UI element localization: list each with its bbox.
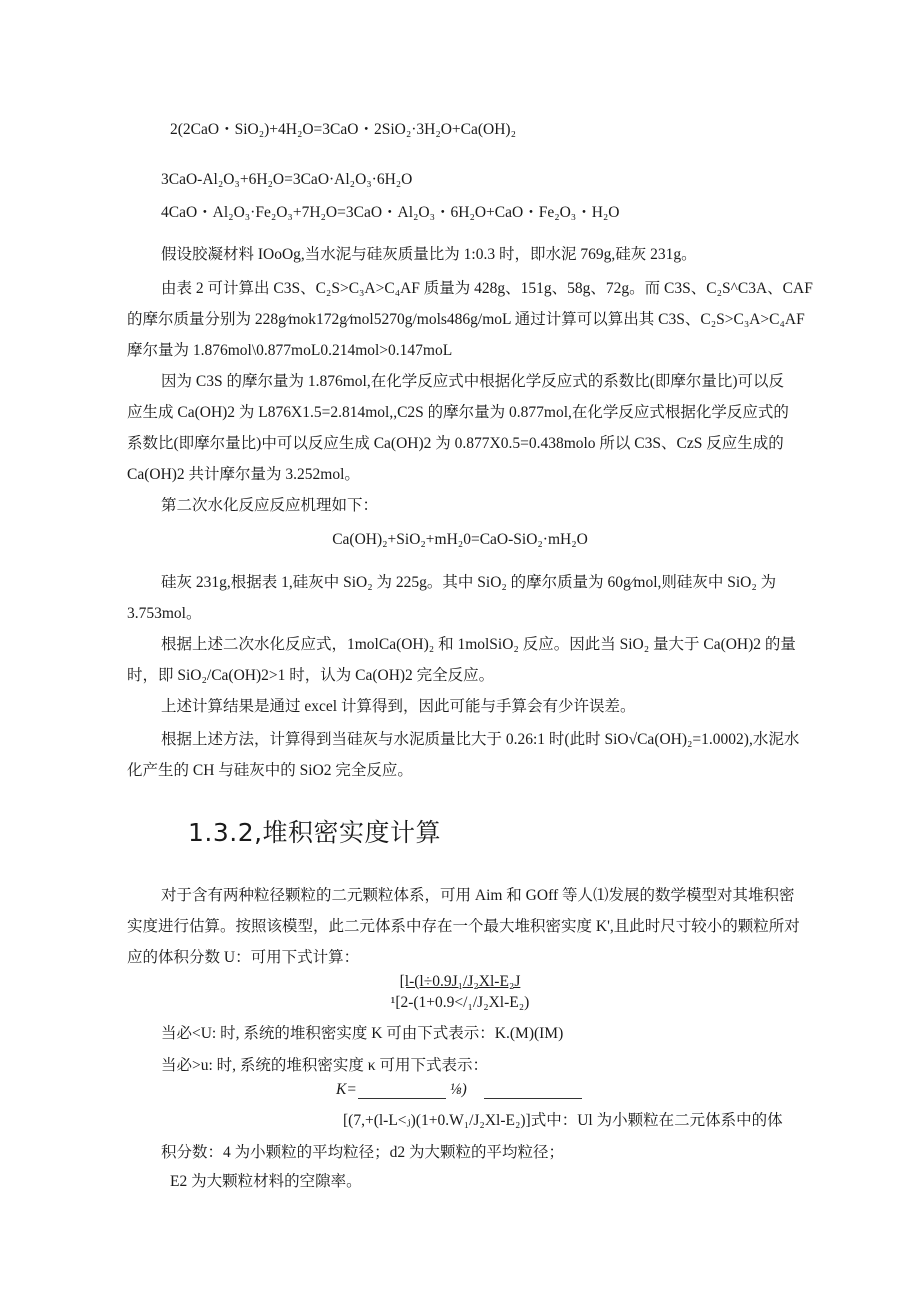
paragraph-c3s-line1: 因为 C3S 的摩尔量为 1.876mol,在化学反应式中根据化学反应式的系数比(即摩尔量比)可以反 — [161, 373, 785, 390]
paragraph-symbols-line2: 积分数：4 为小颗粒的平均粒径；d2 为大颗粒的平均粒径； — [161, 1144, 565, 1161]
equation-c2s-hydration: 2(2CaO・SiO₂)+4H₂O=3CaO・2SiO₂·3H₂O+Ca(OH)₂ — [170, 121, 516, 138]
equation-c3a-hydration: 3CaO-Al₂O₃+6H₂O=3CaO·Al₂O₃·6H₂O — [161, 171, 413, 188]
paragraph-model-line3: 应的体积分数 U：可用下式计算： — [127, 949, 360, 966]
formula-k-blank-1 — [358, 1098, 446, 1099]
formula-k-blank-2 — [484, 1098, 582, 1099]
equation-c4af-hydration: 4CaO・Al₂O₃·Fe₂O₃+7H₂O=3CaO・Al₂O₃・6H₂O+CaO・Fe₂O₃・H₂O — [161, 204, 620, 221]
equation-second-hydration: Ca(OH)₂+SiO₂+mH₂0=CaO-SiO₂·mH₂O — [332, 531, 588, 548]
paragraph-table2-line2: 的摩尔质量分别为 228g∕mok172g∕mol5270g/mols486g/moL 通过计算可以算出其 C3S、C₂S>C₃A>C₄AF — [127, 311, 805, 328]
paragraph-c3s-line3: 系数比(即摩尔量比)中可以反应生成 Ca(OH)2 为 0.877X0.5=0.438molo 所以 C3S、CzS 反应生成的 — [127, 435, 784, 452]
section-heading: 1.3.2,堆积密实度计算 — [188, 818, 442, 847]
formula-denominator: ¹[2-(1+0.9</₁/J₂Xl-E₂) — [390, 994, 530, 1011]
paragraph-ratio-line1: 根据上述方法，计算得到当硅灰与水泥质量比大于 0.26:1 时(此时 SiO√Ca(OH)₂=1.0002),水泥水 — [161, 731, 800, 748]
formula-k-prefix: K= — [336, 1081, 357, 1098]
paragraph-model-line2: 实度进行估算。按照该模型，此二元体系中存在一个最大堆积密实度 K',且此时尺寸较小的颗粒所对 — [127, 918, 800, 935]
paragraph-excel-note: 上述计算结果是通过 excel 计算得到，因此可能与手算会有少许误差。 — [161, 698, 636, 715]
paragraph-c3s-line4: Ca(OH)2 共计摩尔量为 3.252mol。 — [127, 466, 360, 483]
paragraph-symbols-line3: E2 为大颗粒材料的空隙率。 — [170, 1173, 362, 1190]
paragraph-ratio-line2: 化产生的 CH 与硅灰中的 SiO2 完全反应。 — [127, 762, 413, 779]
paragraph-silica-fume-line1: 硅灰 231g,根据表 1,硅灰中 SiO₂ 为 225g。其中 SiO₂ 的摩尔质量为 60g∕mol,则硅灰中 SiO₂ 为 — [161, 574, 777, 591]
paragraph-second-hydration: 第二次水化反应反应机理如下： — [161, 497, 379, 514]
paragraph-silica-fume-line2: 3.753mol。 — [127, 605, 202, 622]
paragraph-model-line1: 对于含有两种粒径颗粒的二元颗粒体系，可用 Aim 和 GOff 等人⑴发展的数学模型对其堆积密 — [161, 887, 795, 904]
paragraph-assumption: 假设胶凝材料 IOoOg,当水泥与硅灰质量比为 1:0.3 时，即水泥 769g,硅灰 231g。 — [161, 246, 697, 263]
paragraph-table2-line1: 由表 2 可计算出 C3S、C₂S>C₃A>C₄AF 质量为 428g、151g、58g、72g。而 C3S、C₂S^C3A、CAF — [161, 280, 813, 297]
formula-k-mid: ⅛) — [450, 1081, 467, 1098]
paragraph-condition-lt: 当必<U: 时, 系统的堆积密实度 K 可由下式表示：K.(M)(IM) — [161, 1025, 564, 1042]
paragraph-symbols-line1: [(7,+(l-L<ⱼ)(1+0.W₁/J₂Xl-E₂)]式中：Ul 为小颗粒在二元体系中的体 — [343, 1112, 783, 1129]
paragraph-reaction-line1: 根据上述二次水化反应式，1molCa(OH)₂ 和 1molSiO₂ 反应。因此当 SiO₂ 量大于 Ca(OH)2 的量 — [161, 636, 796, 653]
formula-numerator: [l-(l÷0.9J₁/J₂Xl-E₂J — [399, 973, 521, 990]
paragraph-condition-gt: 当必>u: 时, 系统的堆积密实度 κ 可用下式表示： — [161, 1057, 488, 1074]
paragraph-reaction-line2: 时，即 SiO₂/Ca(OH)2>1 时，认为 Ca(OH)2 完全反应。 — [127, 667, 495, 684]
paragraph-c3s-line2: 应生成 Ca(OH)2 为 L876X1.5=2.814mol,,C2S 的摩尔量为 0.877mol,在化学反应式根据化学反应式的 — [127, 404, 789, 421]
paragraph-table2-line3: 摩尔量为 1.876mol\0.877moL0.214mol>0.147moL — [127, 342, 453, 359]
